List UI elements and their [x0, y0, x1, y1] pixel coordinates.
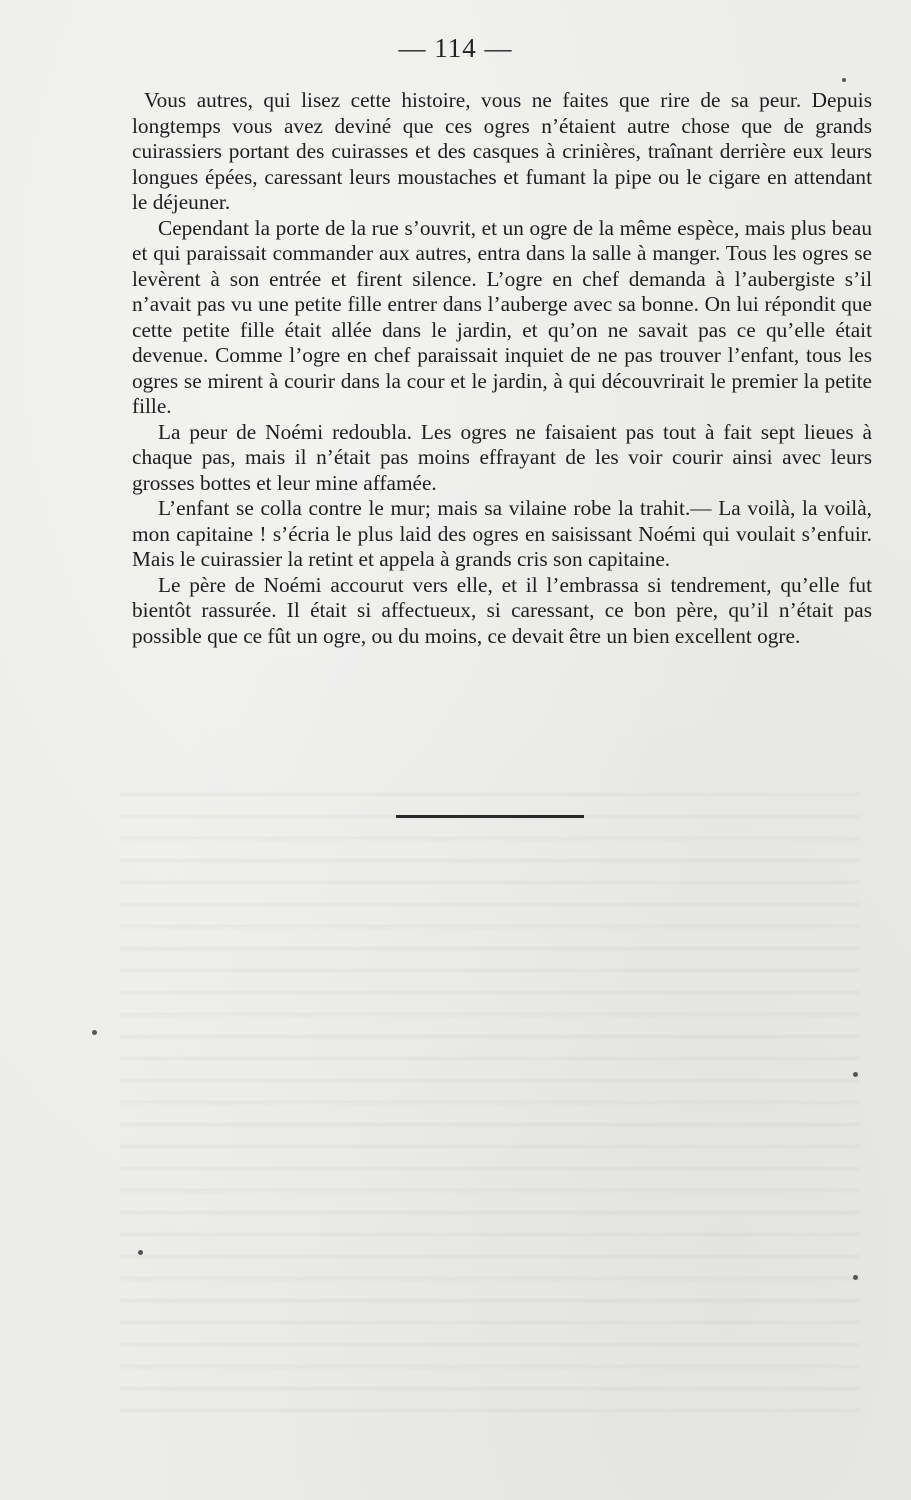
speck — [92, 1030, 97, 1035]
speck — [138, 1250, 143, 1255]
paragraph-4: L’enfant se colla contre le mur; mais sa vilaine robe la trahit.— La voilà, la voilà, mon capitaine ! s’écria le plus laid des ogres en saisissant Noémi qui voulait s’enfuir. Mais le cuirassier la retint et appela à grands cris son capitaine. — [132, 496, 872, 571]
section-divider — [396, 815, 584, 818]
paragraph-2: Cependant la porte de la rue s’ouvrit, et un ogre de la même espèce, mais plus beau et qui paraissait commander aux autres, entra dans la salle à manger. Tous les ogres se levèrent à son entrée et firent silence. L’ogre en chef demanda à l’aubergiste s’il n’avait pas vu une petite fille entrer dans l’auberge avec sa bonne. On lui répondit que cette petite fille était allée dans le jardin, et qu’on ne savait pas ce qu’elle était devenue. Comme l’ogre en chef paraissait inquiet de ne pas trouver l’enfant, tous les ogres se mirent à courir dans la cour et le jardin, à qui découvrirait le premier la petite fille. — [132, 215, 872, 418]
page-number: — 114 — — [398, 33, 513, 63]
speck — [853, 1275, 858, 1280]
show-through-texture — [120, 780, 860, 1430]
paragraph-5: Le père de Noémi accourut vers elle, et il l’embrassa si tendrement, qu’elle fut bientôt rassurée. Il était si affectueux, si caressant, ce bon père, qu’il n’était pas possible que ce fût un ogre, ou du moins, ce devait être un bien excellent ogre. — [132, 572, 872, 648]
body-text — [132, 88, 872, 649]
speck — [842, 78, 846, 82]
paragraph-3: La peur de Noémi redoubla. Les ogres ne faisaient pas tout à fait sept lieues à chaque pas, mais il n’était pas moins effrayant de les voir courir ainsi avec leurs grosses bottes et leur mine affamée. — [132, 419, 872, 495]
paragraph-1: Vous autres, qui lisez cette histoire, vous ne faites que rire de sa peur. Depuis longtemps vous avez deviné que ces ogres n’étaient autre chose que de grands cuirassiers portant des cuirasses et des casques à crinières, traînant derrière eux leurs longues épées, caressant leurs moustaches et fumant la pipe ou le cigare en attendant le déjeuner. — [132, 88, 872, 214]
speck — [853, 1072, 858, 1077]
